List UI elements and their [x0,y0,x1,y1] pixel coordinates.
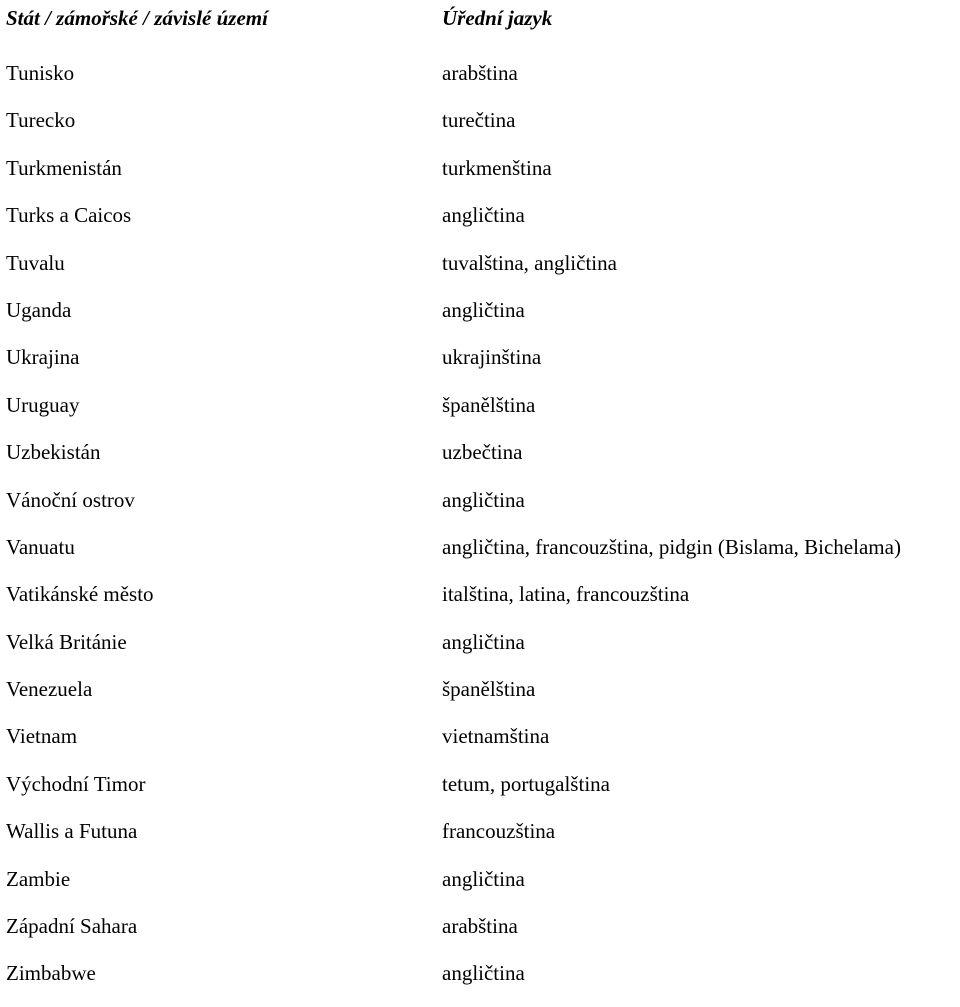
table-row [6,628,960,675]
table-row [6,486,960,533]
language-table [6,4,960,1007]
country-cell: Vietnam [6,724,78,749]
table-row [6,722,960,769]
language-cell: tuvalština, angličtina [442,250,617,275]
country-cell: Zambie [6,866,71,891]
language-cell: italština, latina, francouzština [442,582,690,607]
country-cell: Uzbekistán [6,440,101,465]
language-cell: turkmenština [442,155,552,180]
language-cell: angličtina [442,487,525,512]
header-country: Stát / zámořské / závislé území [6,6,268,30]
language-cell: turečtina [442,108,516,133]
table-header-row [6,4,960,59]
country-cell: Uruguay [6,392,80,417]
table-row [6,296,960,343]
table-row [6,201,960,248]
country-cell: Tuvalu [6,250,65,275]
language-cell: angličtina [442,297,525,322]
country-cell: Zimbabwe [6,961,96,986]
language-cell: angličtina, francouzština, pidgin (Bislama, Bichelama) [442,534,901,559]
country-cell: Venezuela [6,677,93,702]
language-cell: uzbečtina [442,440,523,465]
table-row [6,438,960,485]
language-cell: španělština [442,677,536,702]
country-cell: Ukrajina [6,345,80,370]
language-cell: angličtina [442,203,525,228]
country-cell: Vánoční ostrov [6,487,135,512]
country-cell: Velká Británie [6,629,127,654]
language-cell: tetum, portugalština [442,771,610,796]
language-cell: vietnamština [442,724,550,749]
language-cell: angličtina [442,629,525,654]
table-row [6,106,960,153]
table-row [6,249,960,296]
country-cell: Wallis a Futuna [6,819,138,844]
table-row [6,533,960,580]
table-row [6,959,960,1006]
table-row [6,865,960,912]
table-row [6,154,960,201]
language-cell: angličtina [442,961,525,986]
table-row [6,59,960,106]
country-cell: Turks a Caicos [6,203,132,228]
country-cell: Východní Timor [6,771,146,796]
country-cell: Vatikánské město [6,582,154,607]
table-row [6,675,960,722]
language-cell: angličtina [442,866,525,891]
table-row [6,343,960,390]
country-cell: Turecko [6,108,76,133]
language-cell: arabština [442,61,518,85]
country-cell: Uganda [6,297,72,322]
language-cell: španělština [442,392,536,417]
country-cell: Západní Sahara [6,914,138,939]
table-row [6,770,960,817]
table-row [6,580,960,627]
header-language: Úřední jazyk [442,6,553,30]
language-cell: ukrajinština [442,345,542,370]
table-row [6,817,960,864]
country-cell: Tunisko [6,61,75,85]
language-cell: francouzština [442,819,556,844]
table-row [6,391,960,438]
country-cell: Turkmenistán [6,155,122,180]
language-cell: arabština [442,914,518,939]
country-cell: Vanuatu [6,534,75,559]
table-row [6,912,960,959]
